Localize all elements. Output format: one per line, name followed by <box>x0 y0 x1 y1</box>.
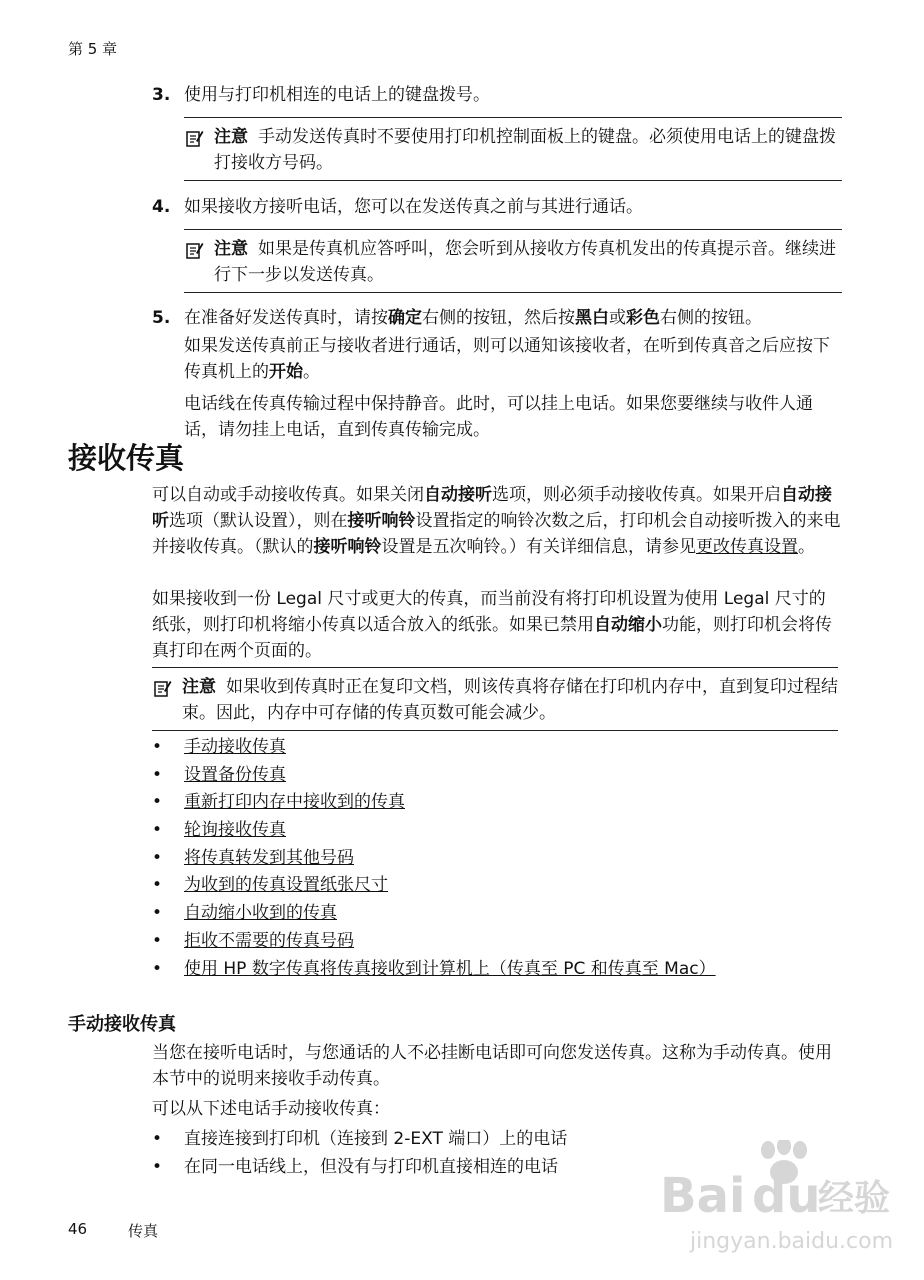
paragraph: 当您在接听电话时，与您通话的人不必挂断电话即可向您发送传真。这称为手动传真。使用本节中的说明来接收手动传真。 <box>152 1043 832 1089</box>
bullet-icon: • <box>152 958 163 979</box>
ui-term-auto-answer: 自动接听 <box>424 485 492 505</box>
text-run: 。 <box>798 537 815 557</box>
ui-term-black: 黑白 <box>575 308 609 328</box>
page-number: 46 <box>68 1220 88 1238</box>
text-run: 可以自动或手动接收传真。如果关闭 <box>152 485 424 505</box>
bullet-icon: • <box>152 903 163 924</box>
step-text: 使用与打印机相连的电话上的键盘拨号。 <box>184 85 490 105</box>
list-item <box>152 872 842 900</box>
ui-term-color: 彩色 <box>626 308 660 328</box>
text-run: 在准备好发送传真时，请按 <box>184 308 388 328</box>
step-paragraph-3: 电话线在传真传输过程中保持静音。此时，可以挂上电话。如果您要继续与收件人通话，请勿挂上电话，直到传真传输完成。 <box>184 394 813 440</box>
topic-link[interactable]: 自动缩小收到的传真 <box>184 903 337 924</box>
topic-link[interactable]: 将传真转发到其他号码 <box>184 847 354 868</box>
text-run: 右侧的按钮。 <box>660 308 762 328</box>
bullet-icon: • <box>152 792 163 813</box>
list-item <box>152 845 842 873</box>
text-run: 如果发送传真前正与接收者进行通话，则可以通知该接收者，在听到传真音之后应按下传真机上的 <box>184 336 830 382</box>
section-para-1 <box>152 482 842 560</box>
list-item <box>152 789 842 817</box>
topic-link[interactable]: 拒收不需要的传真号码 <box>184 930 354 951</box>
bullet-icon: • <box>152 847 163 868</box>
ui-term-ok: 确定 <box>388 308 422 328</box>
footer-title: 传真 <box>128 1222 159 1240</box>
baidu-watermark <box>660 1140 910 1270</box>
text-run: 功能，则打印机会将传真打印在两个页面的。 <box>152 615 832 661</box>
subsection-title: 手动接收传真 <box>68 1014 176 1035</box>
subsection-para-1 <box>152 1040 842 1092</box>
ui-term-rings-to-answer: 接听响铃 <box>313 537 382 557</box>
note-box <box>184 229 842 293</box>
text-run: 或 <box>609 308 626 328</box>
ui-term-auto-answer: 自动接听 <box>152 485 832 531</box>
step-text: 如果接收方接听电话，您可以在发送传真之前与其进行通话。 <box>184 197 643 217</box>
note-icon <box>154 679 172 697</box>
note-text: 如果是传真机应答呼叫，您会听到从接收方传真机发出的传真提示音。继续进行下一步以发送传真。 <box>214 239 836 285</box>
text-run: 设置是五次响铃。）有关详细信息，请参见 <box>381 537 696 557</box>
note-label: 注意 <box>214 239 248 259</box>
bullet-icon: • <box>152 930 163 951</box>
topic-link[interactable]: 重新打印内存中接收到的传真 <box>184 792 405 813</box>
text-run: 右侧的按钮，然后按 <box>422 308 575 328</box>
topic-link[interactable]: 设置备份传真 <box>184 764 286 785</box>
topic-link[interactable]: 为收到的传真设置纸张尺寸 <box>184 875 388 896</box>
step-3 <box>152 82 842 108</box>
list-item <box>152 900 842 928</box>
step-list <box>152 82 842 443</box>
watermark-url: jingyan.baidu.com <box>690 1229 894 1254</box>
text-run: 选项，则必须手动接收传真。如果开启 <box>492 485 781 505</box>
list-item <box>152 734 842 762</box>
list-item-text: 直接连接到打印机（连接到 2-EXT 端口）上的电话 <box>184 1129 568 1149</box>
step-number: 3. <box>152 85 171 105</box>
watermark-brand-2: du <box>752 1168 821 1224</box>
note-icon <box>186 129 204 147</box>
step-number: 5. <box>152 308 171 328</box>
step-4 <box>152 194 842 220</box>
text-run: 如果接收到一份 Legal 尺寸或更大的传真，而当前没有将打印机设置为使用 Legal 尺寸的纸张，则打印机将缩小传真以适合放入的纸张。如果已禁用 <box>152 589 826 635</box>
subsection-para-2 <box>152 1096 842 1122</box>
section-para-2 <box>152 586 842 664</box>
ui-term-rings-to-answer: 接听响铃 <box>347 511 416 531</box>
note-icon <box>186 241 204 259</box>
note-label: 注意 <box>182 677 216 697</box>
ui-term-start: 开始 <box>269 362 303 382</box>
topic-link-list <box>152 734 842 983</box>
note-text: 手动发送传真时不要使用打印机控制面板上的键盘。必须使用电话上的键盘拨打接收方号码。 <box>214 127 836 173</box>
list-item-text: 在同一电话线上，但没有与打印机直接相连的电话 <box>184 1157 558 1177</box>
step-paragraph-1 <box>184 305 842 331</box>
watermark-brand: Bai <box>660 1168 746 1224</box>
topic-link[interactable]: 使用 HP 数字传真将传真接收到计算机上（传真至 PC 和传真至 Mac） <box>184 958 716 979</box>
bullet-icon: • <box>152 737 163 757</box>
step-5 <box>152 305 842 443</box>
topic-link[interactable]: 轮询接收传真 <box>184 820 286 841</box>
bullet-icon: • <box>152 875 163 896</box>
bullet-icon: • <box>152 764 163 785</box>
step-number: 4. <box>152 197 171 217</box>
text-run: 。 <box>303 362 320 382</box>
chapter-header: 第 5 章 <box>68 40 118 58</box>
link-change-fax-settings[interactable]: 更改传真设置 <box>696 537 798 557</box>
step-paragraph-2 <box>184 333 842 385</box>
note-label: 注意 <box>214 127 248 147</box>
list-item <box>152 956 842 984</box>
text-run: 设置指定的响铃次数之后，打印机会自动接听拨入的来电并接收传真。（默认的 <box>152 511 841 557</box>
bullet-icon: • <box>152 1157 163 1177</box>
paragraph: 可以从下述电话手动接收传真： <box>152 1099 390 1119</box>
note-box <box>184 117 842 181</box>
list-item <box>152 762 842 790</box>
section-title: 接收传真 <box>68 441 185 475</box>
list-item <box>152 928 842 956</box>
section-note-box <box>152 667 838 731</box>
topic-link[interactable]: 手动接收传真 <box>184 737 286 757</box>
note-text: 如果收到传真时正在复印文档，则该传真将存储在打印机内存中，直到复印过程结束。因此，内存中可存储的传真页数可能会减少。 <box>182 677 838 723</box>
text-run: 选项（默认设置），则在 <box>169 511 348 531</box>
list-item <box>152 817 842 845</box>
ui-term-auto-reduction: 自动缩小 <box>594 615 662 635</box>
watermark-cn: 经验 <box>818 1178 891 1219</box>
bullet-icon: • <box>152 820 163 841</box>
bullet-icon: • <box>152 1129 163 1149</box>
